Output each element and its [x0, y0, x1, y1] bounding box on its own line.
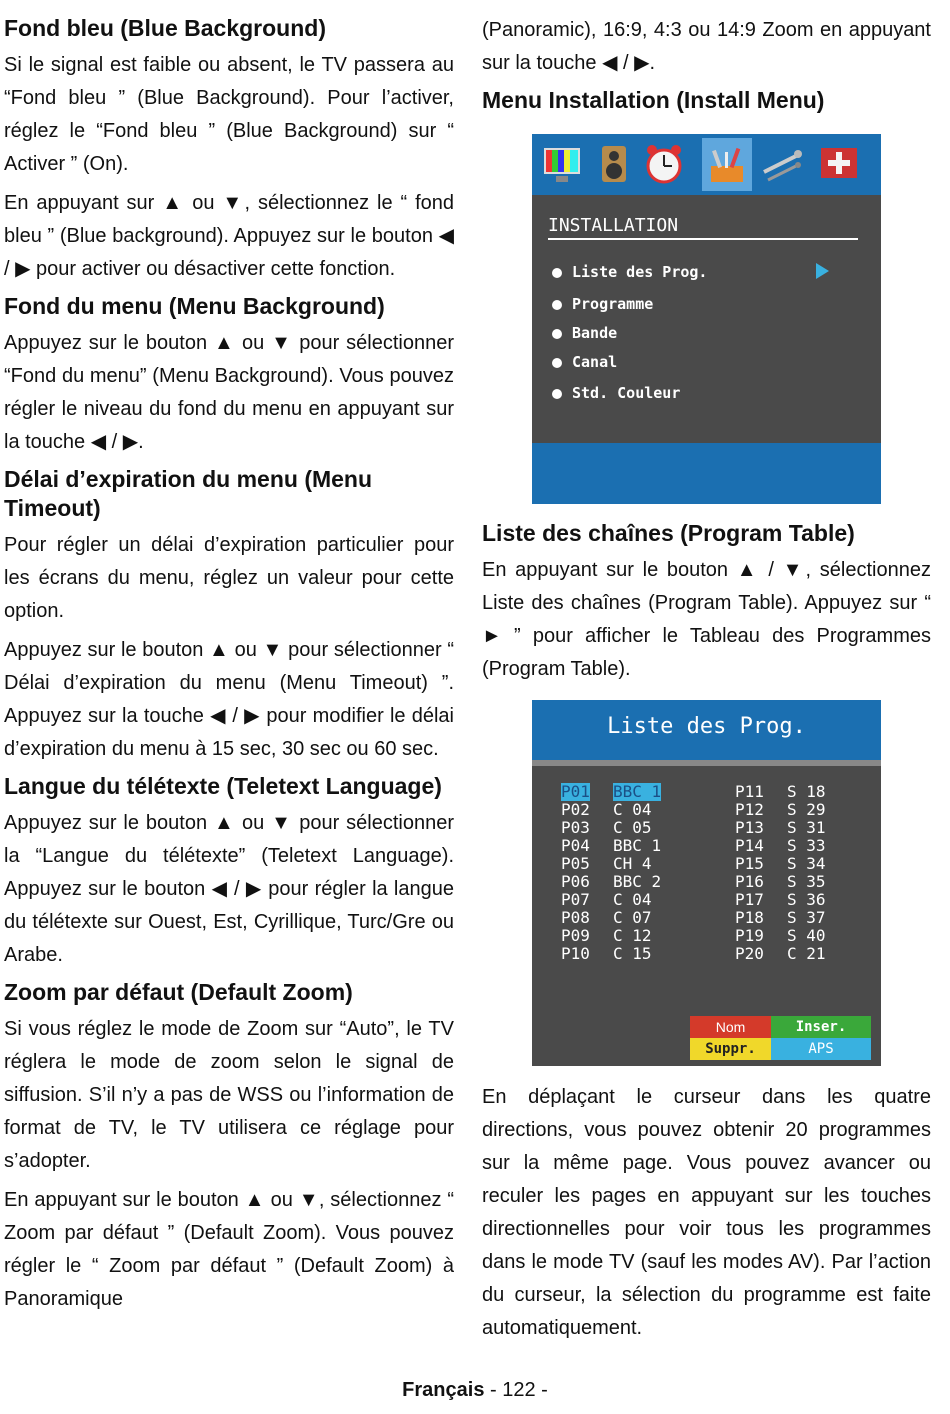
program-number[interactable]: P14	[735, 836, 764, 855]
right-text-block-2	[482, 1081, 931, 1345]
menu-item-label: Canal	[572, 353, 618, 371]
program-number[interactable]: P06	[561, 872, 590, 891]
footer-language: Français	[402, 1379, 485, 1401]
program-name[interactable]: S 37	[787, 908, 826, 927]
menu-title: INSTALLATION	[548, 215, 679, 236]
program-name[interactable]: C 12	[613, 926, 652, 945]
program-number[interactable]: P17	[735, 890, 764, 909]
paragraph: En déplaçant le curseur dans les quatre directions, vous pouvez obtenir 20 programmes sur la même page. Vous pouvez avancer ou reculer les pages en appuyant sur les touches directionnelles pour voir tous les programmes dans le mode TV (sauf les modes AV). Par l’action du curseur, la sélection du programme est faite automatiquement.	[482, 1086, 931, 1339]
right-column	[482, 14, 931, 115]
speaker-icon	[592, 142, 636, 186]
program-number[interactable]: P10	[561, 944, 590, 963]
program-number[interactable]: P19	[735, 926, 764, 945]
section-title: Langue du télétexte (Teletext Language)	[4, 773, 442, 799]
program-number[interactable]: P11	[735, 782, 764, 801]
program-name[interactable]: S 18	[787, 782, 826, 801]
paragraph: En appuyant sur ▲ ou ▼, sélectionnez le “ fond bleu ” (Blue background). Appuyez sur le bouton ◀ / ▶ pour activer ou désactiver cette fonction.	[4, 192, 454, 280]
program-name[interactable]: S 40	[787, 926, 826, 945]
program-number[interactable]: P12	[735, 800, 764, 819]
program-number[interactable]: P16	[735, 872, 764, 891]
source-icon	[817, 142, 861, 186]
program-number[interactable]: P20	[735, 944, 764, 963]
right-text-block	[482, 519, 931, 686]
paragraph: En appuyant sur le bouton ▲ / ▼, sélectionnez Liste des chaînes (Program Table). Appuyez sur “ ► ” pour afficher le Tableau des Programmes (Program Table).	[482, 559, 931, 680]
submenu-arrow-icon	[816, 263, 829, 279]
suppr-button[interactable]: Suppr.	[690, 1038, 771, 1060]
tools-icon	[705, 142, 749, 186]
program-name[interactable]: BBC 1	[613, 836, 662, 855]
program-name[interactable]: C 05	[613, 818, 652, 837]
paragraph: Appuyez sur le bouton ▲ ou ▼ pour sélectionner “Fond du menu” (Menu Background). Vous pouvez régler le niveau du fond du menu en appuyant sur la touche ◀ / ▶.	[4, 332, 454, 453]
nom-button[interactable]: Nom	[690, 1016, 771, 1038]
program-name[interactable]: S 29	[787, 800, 826, 819]
paragraph: (Panoramic), 16:9, 4:3 ou 14:9 Zoom en appuyant sur la touche ◀ / ▶.	[482, 19, 931, 74]
page-footer	[0, 1379, 950, 1402]
paragraph: Si vous réglez le mode de Zoom sur “Auto”, le TV réglera le mode de zoom selon le signal de siffusion. S’il n’y a pas de WSS ou l’information de format de TV, le TV utilisera ce réglage pour s’adopter.	[4, 1018, 454, 1172]
program-name[interactable]: BBC 1	[613, 782, 662, 801]
program-number[interactable]: P15	[735, 854, 764, 873]
program-number[interactable]: P08	[561, 908, 590, 927]
program-name[interactable]: C 04	[613, 800, 652, 819]
menu-item-label: Programme	[572, 295, 654, 313]
menu-item-label: Bande	[572, 324, 618, 342]
aps-button[interactable]: APS	[771, 1038, 871, 1060]
program-number[interactable]: P09	[561, 926, 590, 945]
program-name[interactable]: C 21	[787, 944, 826, 963]
bullet-icon	[552, 329, 562, 339]
program-number[interactable]: P05	[561, 854, 590, 873]
section-title: Délai d’expiration du menu (Menu Timeout)	[4, 466, 373, 521]
program-table-title: Liste des Prog.	[607, 714, 806, 739]
menu-item-label: Liste des Prog.	[572, 263, 708, 281]
paragraph: Appuyez sur le bouton ▲ ou ▼ pour sélectionner “ Délai d’expiration du menu (Menu Timeout) ”. Appuyez sur la touche ◀ / ▶ pour modifier le délai d’expiration du menu à 15 sec, 30 sec ou 60 sec.	[4, 639, 454, 760]
cables-icon	[760, 142, 804, 186]
bullet-icon	[552, 358, 562, 368]
paragraph: Appuyez sur le bouton ▲ ou ▼ pour sélectionner la “Langue du télétexte” (Teletext Language). Appuyez sur le bouton ◀ / ▶ pour régler la langue du télétexte sur Ouest, Est, Cyrillique, Turc/Gre ou Arabe.	[4, 812, 454, 966]
installation-menu	[532, 195, 881, 443]
program-table-header	[532, 700, 881, 760]
title-underline	[548, 238, 858, 240]
program-number[interactable]: P13	[735, 818, 764, 837]
program-table	[532, 700, 881, 1066]
program-name[interactable]: C 04	[613, 890, 652, 909]
program-name[interactable]: S 31	[787, 818, 826, 837]
program-name[interactable]: CH 4	[613, 854, 652, 873]
program-number[interactable]: P02	[561, 800, 590, 819]
clock-icon	[642, 142, 686, 186]
program-number[interactable]: P18	[735, 908, 764, 927]
left-column	[4, 14, 454, 1316]
paragraph: En appuyant sur le bouton ▲ ou ▼, sélectionnez “ Zoom par défaut ” (Default Zoom). Vous pouvez régler le “ Zoom par défaut ” (Default Zoom) à Panoramique	[4, 1189, 454, 1310]
program-number[interactable]: P04	[561, 836, 590, 855]
section-title: Fond bleu (Blue Background)	[4, 15, 326, 41]
paragraph: Si le signal est faible ou absent, le TV passera au “Fond bleu ” (Blue Background). Pour l’activer, réglez le “Fond bleu ” (Blue Background) sur “ Activer ” (On).	[4, 54, 454, 175]
program-name[interactable]: C 15	[613, 944, 652, 963]
program-number[interactable]: P03	[561, 818, 590, 837]
bullet-icon	[552, 300, 562, 310]
program-name[interactable]: S 35	[787, 872, 826, 891]
menu-item-label: Std. Couleur	[572, 384, 681, 402]
menu-icon-bar	[532, 134, 881, 195]
section-title: Fond du menu (Menu Background)	[4, 293, 385, 319]
program-name[interactable]: BBC 2	[613, 872, 662, 891]
inser-button[interactable]: Inser.	[771, 1016, 871, 1038]
section-title: Liste des chaînes (Program Table)	[482, 520, 855, 546]
program-number[interactable]: P01	[561, 782, 590, 801]
program-name[interactable]: S 33	[787, 836, 826, 855]
paragraph: Pour régler un délai d’expiration particulier pour les écrans du menu, réglez un valeur pour cette option.	[4, 534, 454, 622]
program-name[interactable]: S 34	[787, 854, 826, 873]
menu-footer-bar	[532, 443, 881, 504]
picture-icon	[540, 142, 584, 186]
program-name[interactable]: S 36	[787, 890, 826, 909]
page-number: - 122 -	[490, 1379, 548, 1401]
section-title: Zoom par défaut (Default Zoom)	[4, 979, 353, 1005]
program-number[interactable]: P07	[561, 890, 590, 909]
bullet-icon	[552, 268, 562, 278]
program-name[interactable]: C 07	[613, 908, 652, 927]
section-title: Menu Installation (Install Menu)	[482, 87, 825, 113]
bullet-icon	[552, 389, 562, 399]
